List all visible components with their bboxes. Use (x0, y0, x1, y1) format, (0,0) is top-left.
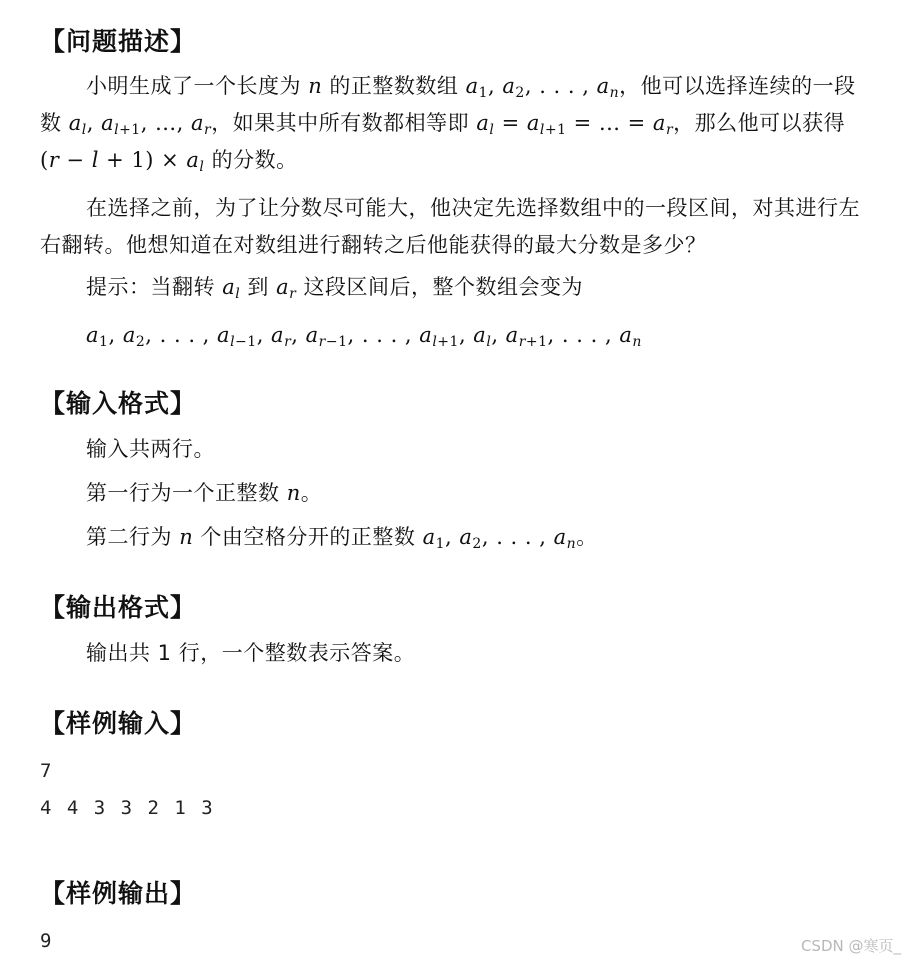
sample-input-line-2: 4 4 3 3 2 1 3 (40, 797, 215, 819)
problem-paragraph-1: 小明生成了一个长度为 n 的正整数数组 $a_1$, $a_2$, . . . , $a_n$，他可以选择连续的一段数 $a_l$, $a_{l+1}$, ..., $a_r$，如果其中所有数都相等即 $a_l = a_{l+1}$ = ... = $a_r$，那么他可以获得 $(r - l + 1) \times a_l$ 的分数。 (40, 74, 856, 175)
reversed-array-formula: $a_1$, $a_2$, . . . , $a_{l-1}$, $a_r$, $a_{r-1}$, . . . , $a_{l+1}$, $a_l$, $a_{r+1}$, . . . , $a_n$ (86, 323, 642, 350)
sample-output-heading: 【样例输出】 (40, 879, 197, 908)
input-format-line-2: 第一行为一个正整数 n。 (86, 481, 323, 505)
sample-input-line-1: 7 (40, 760, 54, 782)
sample-output-line-1: 9 (40, 930, 54, 952)
problem-paragraph-2: 在选择之前，为了让分数尽可能大，他决定先选择数组中的一段区间，对其进行左右翻转。他想知道在对数组进行翻转之后他能获得的最大分数是多少？ (40, 196, 860, 257)
input-format-heading: 【输入格式】 (40, 389, 197, 418)
output-format-line-1: 输出共 1 行，一个整数表示答案。 (86, 641, 416, 665)
hint-line: 提示：当翻转 $a_l$ 到 $a_r$ 这段区间后，整个数组会变为 (86, 275, 583, 302)
output-format-heading: 【输出格式】 (40, 593, 197, 622)
input-format-line-1: 输入共两行。 (86, 437, 215, 461)
csdn-watermark: CSDN @寒页_ (800, 937, 901, 955)
sample-input-heading: 【样例输入】 (40, 709, 197, 738)
problem-description-heading: 【问题描述】 (40, 27, 197, 56)
input-format-line-3: 第二行为 n 个由空格分开的正整数 $a_1$, $a_2$, . . . , $a_n$。 (86, 525, 598, 552)
